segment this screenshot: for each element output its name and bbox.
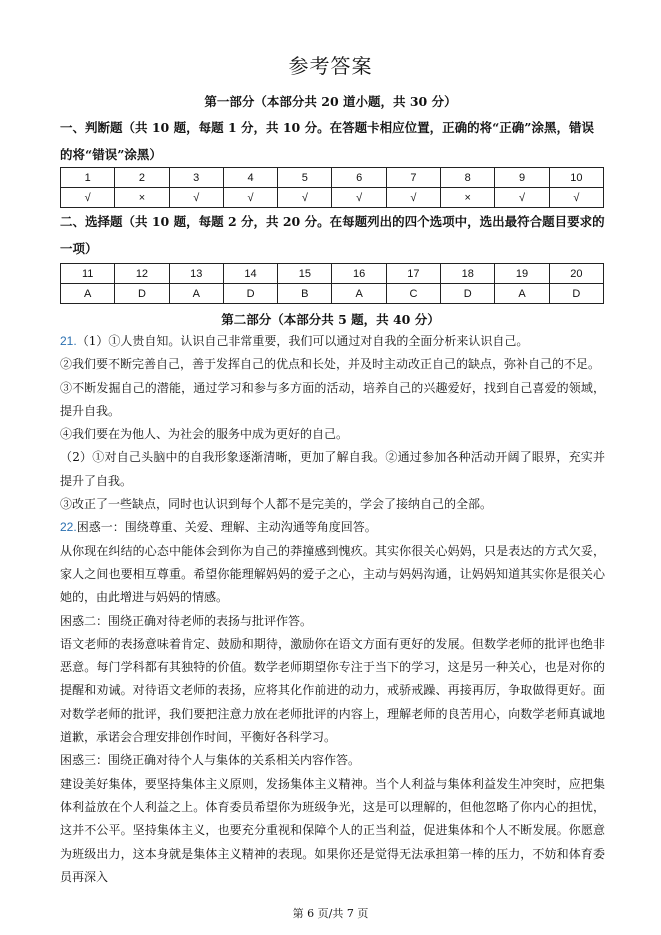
table-cell: D bbox=[115, 284, 169, 304]
table-cell: √ bbox=[549, 188, 603, 208]
table-cell: √ bbox=[61, 188, 115, 208]
paragraph: 困惑二：围绕正确对待老师的表扬与批评作答。 bbox=[60, 613, 313, 628]
part2-header: 第二部分（本部分共 5 题，共 40 分） bbox=[221, 312, 440, 327]
paragraph: 建设美好集体，要坚持集体主义原则，发扬集体主义精神。当个人利益与集体利益发生冲突时，应把集体利益放在个人利益之上。体育委员希望你为班级争光，这是可以理解的，但他忽略了你内心的担忧，这并不公平。坚持集体主义，也要充分重视和保障个人的正当利益，促进集体和个人不断发展。你愿意为班级出力，这本身就是集体主义精神的表现。如果你还是觉得无法承担第一棒的压力，不妨和体育委员再深入 bbox=[60, 776, 605, 884]
paragraph: ③不断发掘自己的潜能，通过学习和参与多方面的活动，培养自己的兴趣爱好，找到自己喜爱的领域，提升自我。 bbox=[60, 380, 605, 418]
table-cell: √ bbox=[223, 188, 277, 208]
table-cell: 13 bbox=[169, 264, 223, 284]
table-cell: D bbox=[223, 284, 277, 304]
section1-heading: 一、判断题（共 10 题，每题 1 分，共 10 分。在答题卡相应位置，正确的将“正确”涂黑，错误的将“错误”涂黑） bbox=[60, 120, 594, 162]
table-cell: 8 bbox=[441, 168, 495, 188]
table-cell: 2 bbox=[115, 168, 169, 188]
table-cell: × bbox=[115, 188, 169, 208]
table-cell: 4 bbox=[223, 168, 277, 188]
page-title: 参考答案 bbox=[288, 54, 373, 78]
paragraph: ③改正了一些缺点，同时也认识到每个人都不是完美的，学会了接纳自己的全部。 bbox=[60, 497, 493, 512]
table-cell: 7 bbox=[386, 168, 440, 188]
table-cell: 11 bbox=[61, 264, 115, 284]
table-cell: 19 bbox=[495, 264, 549, 284]
table-cell: 5 bbox=[278, 168, 332, 188]
table-cell: 18 bbox=[441, 264, 495, 284]
question-number: 22. bbox=[60, 520, 77, 535]
paragraph: ②我们要不断完善自己，善于发挥自己的优点和长处，并及时主动改正自己的缺点，弥补自己的不足。 bbox=[60, 357, 601, 372]
question-number: 21. bbox=[60, 334, 77, 348]
paragraph: ④我们要在为他人、为社会的服务中成为更好的自己。 bbox=[60, 427, 349, 442]
paragraph: 语文老师的表扬意味着肯定、鼓励和期待，激励你在语文方面有更好的发展。但数学老师的批评也绝非恶意。每门学科都有其独特的价值。数学老师期望你专注于当下的学习，这是另一种关心，也是对你的提醒和劝诫。对待语文老师的表扬，应将其化作前进的动力，戒骄戒躁、再接再厉，争取做得更好。面对数学老师的批评，我们要把注意力放在老师批评的内容上，理解老师的良苦用心，向数学老师真诚地道歉，承诺会合理安排创作时间，平衡好各科学习。 bbox=[60, 636, 605, 745]
table-cell: × bbox=[441, 188, 495, 208]
paragraph: 21.（1）①人贵自知。认识自己非常重要，我们可以通过对自我的全面分析来认识自己。 bbox=[60, 334, 529, 348]
table-cell: √ bbox=[386, 188, 440, 208]
table-row-answers bbox=[61, 284, 604, 304]
table-cell: A bbox=[61, 284, 115, 304]
page-footer: 第 6 页/共 7 页 bbox=[292, 907, 369, 920]
section2-heading: 二、选择题（共 10 题，每题 2 分，共 20 分。在每题列出的四个选项中，选出最符合题目要求的一项） bbox=[60, 214, 605, 256]
paragraph: 从你现在纠结的心态中能体会到你为自己的莽撞感到愧疚。其实你很关心妈妈，只是表达的方式欠妥，家人之间也要相互尊重。希望你能理解妈妈的爱子之心，主动与妈妈沟通，让妈妈知道其实你是很关心她的，由此增进与妈妈的情感。 bbox=[60, 543, 605, 605]
judgment-answer-table bbox=[60, 167, 604, 208]
table-cell: D bbox=[441, 284, 495, 304]
table-cell: 3 bbox=[169, 168, 223, 188]
table-row-numbers bbox=[61, 168, 604, 188]
table-cell: A bbox=[495, 284, 549, 304]
table-cell: 14 bbox=[223, 264, 277, 284]
choice-answer-table bbox=[60, 263, 604, 304]
table-cell: √ bbox=[169, 188, 223, 208]
table-cell: A bbox=[332, 284, 386, 304]
table-row-answers bbox=[61, 188, 604, 208]
table-cell: √ bbox=[278, 188, 332, 208]
table-row-numbers bbox=[61, 264, 604, 284]
part1-header: 第一部分（本部分共 20 道小题，共 30 分） bbox=[204, 94, 457, 109]
table-cell: A bbox=[169, 284, 223, 304]
answer-body bbox=[60, 330, 605, 889]
table-cell: 1 bbox=[61, 168, 115, 188]
table-cell: 20 bbox=[549, 264, 603, 284]
table-cell: 16 bbox=[332, 264, 386, 284]
table-cell: 17 bbox=[386, 264, 440, 284]
paragraph: 22.困惑一：围绕尊重、关爱、理解、主动沟通等角度回答。 bbox=[60, 520, 377, 535]
table-cell: B bbox=[278, 284, 332, 304]
table-cell: 10 bbox=[549, 168, 603, 188]
table-cell: 12 bbox=[115, 264, 169, 284]
table-cell: √ bbox=[332, 188, 386, 208]
table-cell: √ bbox=[495, 188, 549, 208]
table-cell: 9 bbox=[495, 168, 549, 188]
paragraph: 困惑三：围绕正确对待个人与集体的关系相关内容作答。 bbox=[60, 753, 361, 768]
table-cell: 15 bbox=[278, 264, 332, 284]
paragraph: （2）①对自己头脑中的自我形象逐渐清晰，更加了解自我。②通过参加各种活动开阔了眼界，充实并提升了自我。 bbox=[60, 450, 605, 488]
table-cell: 6 bbox=[332, 168, 386, 188]
table-cell: C bbox=[386, 284, 440, 304]
table-cell: D bbox=[549, 284, 603, 304]
